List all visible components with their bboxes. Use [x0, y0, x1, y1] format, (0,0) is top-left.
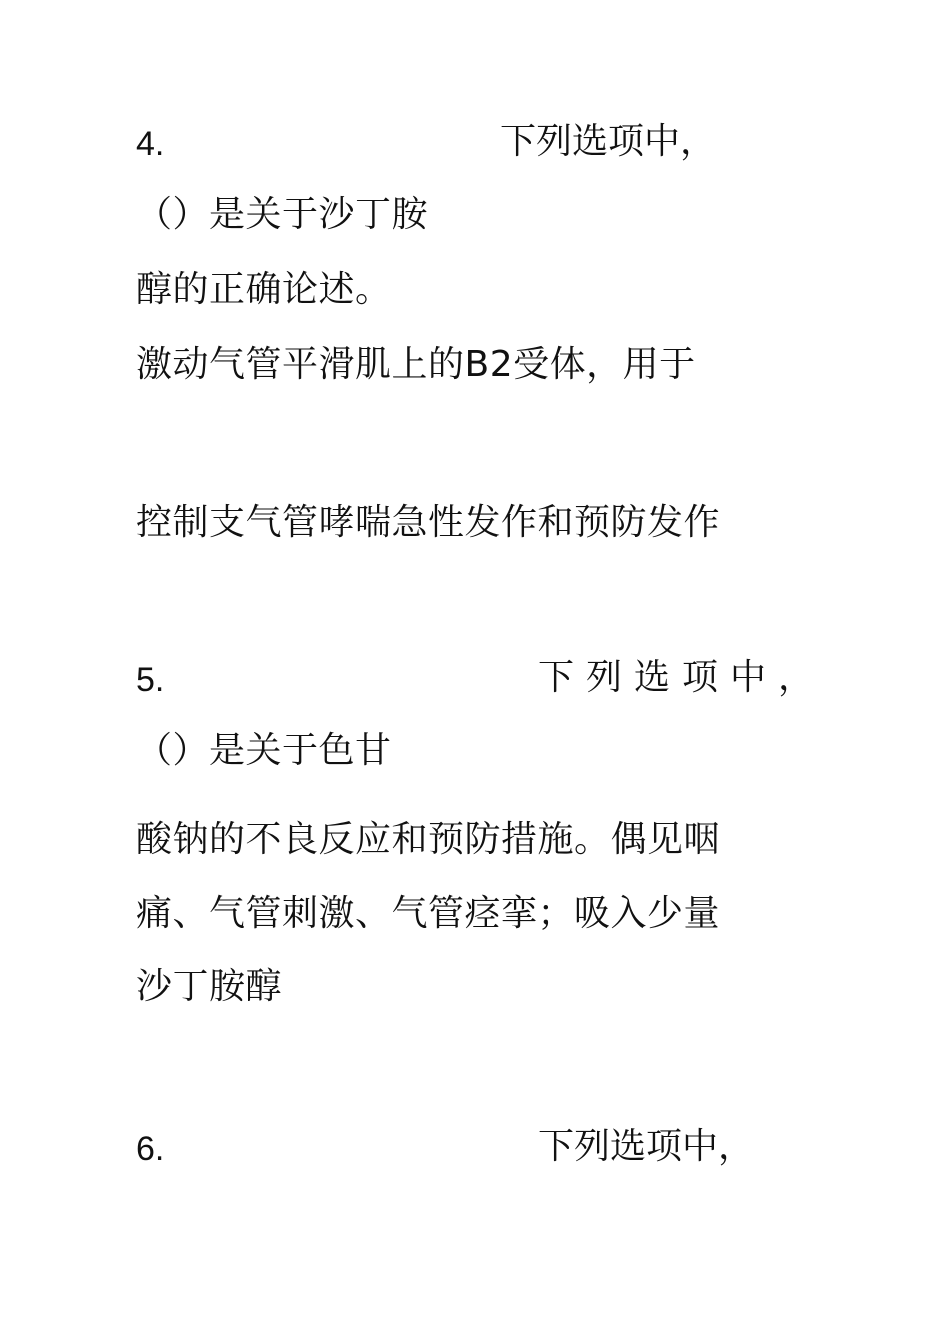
question-text-line: 酸钠的不良反应和预防措施。偶见咽	[136, 819, 721, 860]
question-text-line: 醇的正确论述。	[136, 269, 392, 310]
question-number: 5.	[136, 661, 165, 699]
answer-text-line: 痛、气管刺激、气管痉挛；吸入少量	[136, 893, 721, 934]
question-text-line: （）是关于沙丁胺	[136, 194, 429, 235]
question-heading: 下列选项中，	[500, 121, 717, 162]
question-number: 6.	[136, 1130, 165, 1168]
answer-text-line: 控制支气管哮喘急性发作和预防发作	[136, 502, 721, 543]
question-heading: 下列选项中，	[538, 1126, 755, 1167]
answer-text-line: 沙丁胺醇	[136, 966, 283, 1007]
question-text-line: （）是关于色甘	[136, 730, 392, 771]
question-heading: 下列选项中，	[538, 657, 827, 698]
question-number: 4.	[136, 125, 165, 163]
answer-text-line: 激动气管平滑肌上的B2受体，用于	[136, 344, 696, 385]
